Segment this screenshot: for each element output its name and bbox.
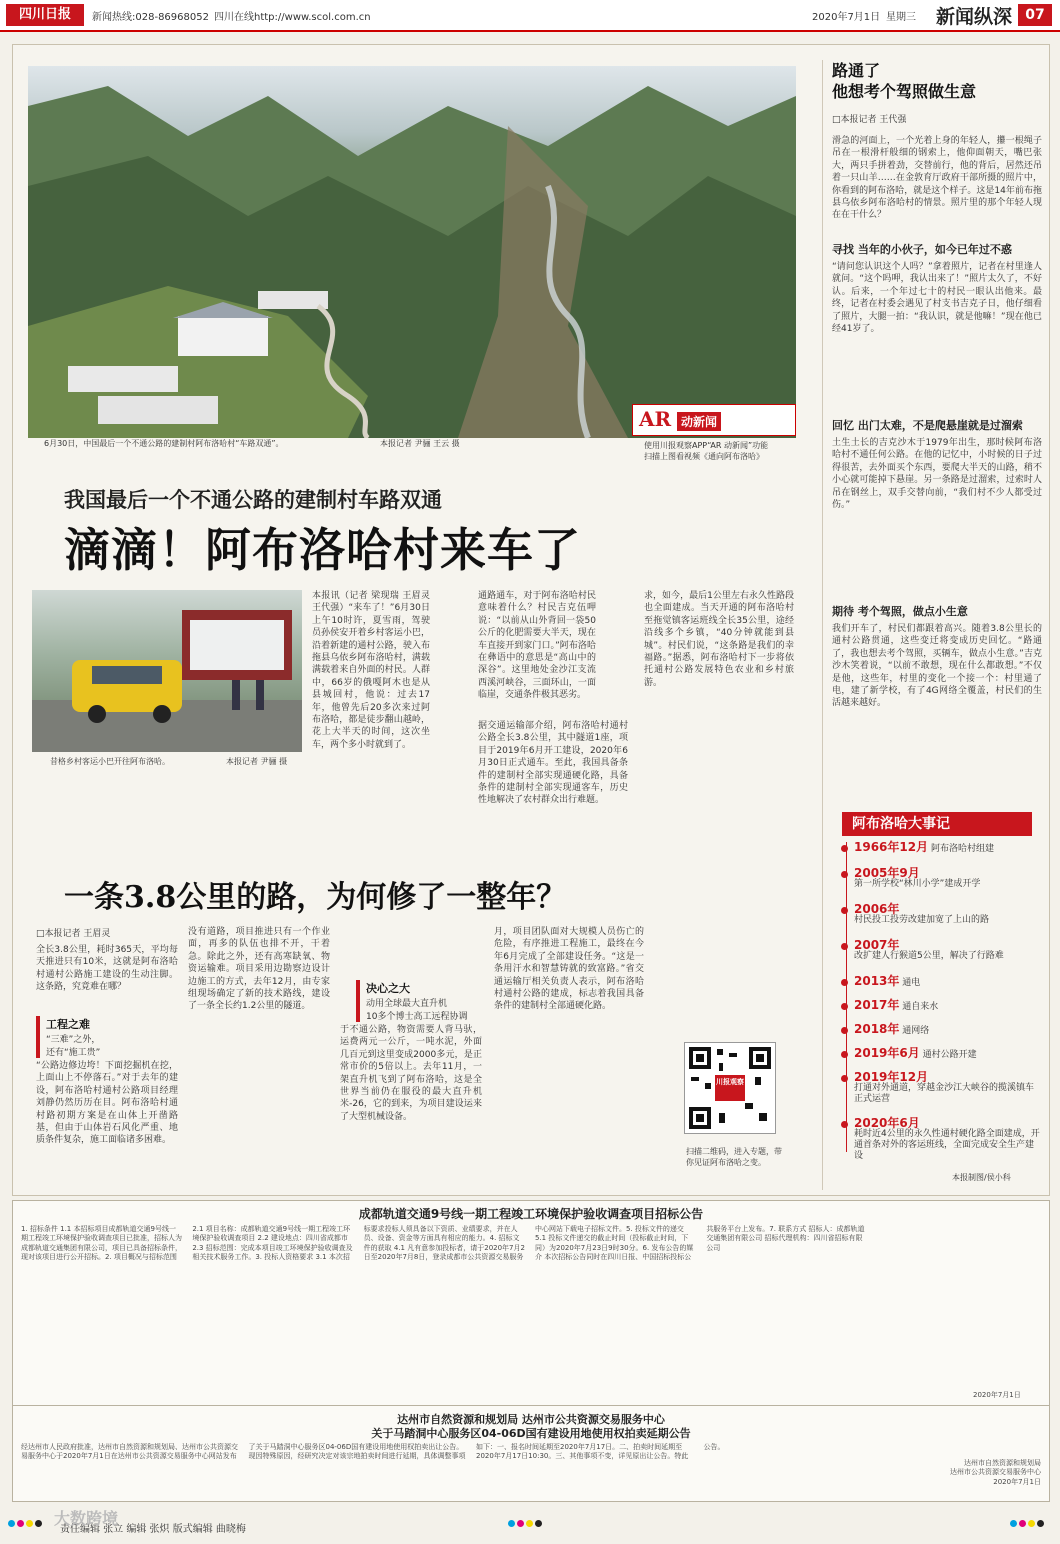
- bus-photo: [32, 590, 302, 752]
- sidebar-story: [832, 60, 1042, 773]
- ar-news-badge[interactable]: [632, 404, 796, 436]
- sidebar-sub1: 寻找 当年的小伙子，如今已年过不惑: [832, 243, 1012, 256]
- notice2-title1: 达州市自然资源和规划局 达州市公共资源交易服务中心: [397, 1413, 665, 1426]
- main-photo-caption: 6月30日，中国最后一个不通公路的建制村阿布洛哈村“车路双通”。: [44, 439, 284, 448]
- timeline-item: 2006年 村民投工投劳改建加宽了上山的路: [842, 904, 1042, 926]
- page-number: 07: [1018, 4, 1052, 26]
- box1-title: 工程之难: [46, 1018, 90, 1031]
- page-header: [0, 0, 1060, 32]
- article2-col2: 没有道路，项目推进只有一个作业面，再多的队伍也排不开，干着急。除此之外，还有高寒缺氧、物资运输难。项目采用边勘察边设计边施工的方式，去年12月，由专家组现场确定了新的技术路线，建设了一条全长约1.2公里的隧道。: [188, 927, 330, 1012]
- article-subtitle: 我国最后一个不通公路的建制村车路双通: [64, 488, 442, 512]
- sidebar-p1: 滑急的河面上，一个光着上身的年轻人，攥一根绳子吊在一根滑杆般细的钢索上，他仰面朝天，嘴巴张大，两只手拼着劲，交替前行，他的背后，居然还吊着一只山羊……在金敦育厅政府干部所摄的照片中，你看到的阿布洛哈，就是这个样子。这是14年前布拖县乌依乡阿布洛哈村的情景。照片里的那个年轻人现在在干什么？: [832, 136, 1042, 221]
- notice1-date: 2020年7月1日: [973, 1391, 1021, 1399]
- color-registration-dots: [8, 1512, 44, 1531]
- newspaper-logo: 四川日报: [6, 4, 84, 26]
- timeline-item: 2005年9月 第一所学校“林川小学”建成开学: [842, 868, 1042, 890]
- article2-col4: 月，项目团队面对大规模人员伤亡的危险，有序推进工程施工，最终在今年6月完成了全部建设任务。“这是一条用汗水和智慧铸就的致富路。”省交通运输厅相关负责人表示，阿布洛哈村通村公路的建成，标志着我国具备条件的建制村全部通硬化路。: [494, 927, 644, 1012]
- article2-col1: “公路边修边垮！下面挖掘机在挖，上面山上不停落石。”对于去年的建设，阿布洛哈村通村公路项目经理刘静仍然历历在目。阿布洛哈村通村路初期方案是在山体上开凿路基，但由于山体岩石风化严重、地质条件复杂，施工面临诸多困难。: [36, 1061, 178, 1146]
- timeline-box: [842, 812, 1048, 1190]
- notice-area: [12, 1200, 1050, 1502]
- timeline-item: 2019年12月 打通对外通道，穿越金沙江大峡谷的揽溪镇车正式运营: [842, 1072, 1042, 1105]
- notice1-body: 1. 招标条件 1.1 本招标项目成都轨道交通9号线一期工程竣工环境保护验收调查项目已批准，招标人为成都轨道交通集团有限公司，项目已具备招标条件，现对该项目进行公开招标。2. 项目概况与招标范围 2.1 项目名称：成都轨道交通9号线一期工程竣工环境保护验收调查项目 2.2 建设地点：四川省成都市 2.3 招标范围：完成本项目竣工环境保护验收调查及相关技术服务工作。3. 投标人资格要求 3.1 本次招标要求投标人须具备以下资质、业绩要求，并在人员、设备、资金等方面具有相应的能力。4. 招标文件的获取 4.1 凡有意参加投标者，请于2020年7月2日至2020年7月8日，登录成都市公共资源交易服务中心网站下载电子招标文件。5. 投标文件的递交 5.1 投标文件递交的截止时间（投标截止时间，下同）为2020年7月23日9时30分。6. 发布公告的媒介 本次招标公告同时在四川日报、中国招标投标公共服务平台上发布。7. 联系方式 招标人：成都轨道交通集团有限公司 招标代理机构：四川省招标有限公司: [21, 1225, 865, 1262]
- ar-tag: 动新闻: [677, 412, 721, 431]
- main-photo-credit: 本报记者 尹骊 王云 摄: [380, 439, 460, 448]
- box1-line2: 还有“施工贵”: [46, 1048, 101, 1058]
- notice-divider: [13, 1405, 1049, 1406]
- notice2-signers: 达州市自然资源和规划局 达州市公共资源交易服务中心 2020年7月1日: [950, 1459, 1041, 1486]
- article-headline: 滴滴！阿布洛哈村来车了: [64, 523, 581, 577]
- bus-photo-credit: 本报记者 尹骊 摄: [226, 757, 288, 766]
- box2-line2: 10多个博士高工远程协调: [366, 1012, 468, 1022]
- page-footer: [0, 1502, 1060, 1544]
- article2-byline: □本报记者 王眉灵: [36, 929, 111, 939]
- sidebar-title-1: 路通了: [832, 61, 881, 80]
- qr-pattern-icon: [685, 1043, 775, 1133]
- sidebar-p3: 土生土长的吉克沙木于1979年出生，那时候阿布洛哈村不通任何公路。在他的记忆中，小时候的日子过得很苦，去外面买个东西，要爬大半天的山路，稍不小心就可能掉下悬崖。另一条路是过溜索，过索时人吊在钢丝上，双手交替向前，“我们村不少人都受过伤。”: [832, 438, 1042, 511]
- sidebar-title-2: 他想考个驾照做生意: [832, 82, 977, 101]
- timeline-item: 2019年6月 通村公路开建: [842, 1048, 1042, 1061]
- article2-headline: 一条3.8公里的路，为何修了一整年？: [64, 880, 567, 915]
- article2-col3: 于不通公路，物资需要人背马驮，运费两元一公斤，一吨水泥，外面几百元到这里变成2000多元，是正常市价的5倍以上。去年11月，一架直升机飞到了阿布洛哈，这是全世界当前仍在服役的最大直升机米-26，它的到来，为项目建设运来了大型机械设备。: [340, 1025, 482, 1122]
- weekday-text: 星期三: [886, 12, 916, 23]
- website-text[interactable]: 四川在线http://www.scol.com.cn: [214, 12, 371, 23]
- sidebar-p2: “请问您认识这个人吗？”拿着照片，记者在村里逢人就问。“这个吗呷，我认出来了！”照片太久了，不好认。后来，一个年过七十的村民一眼认出他来。最终，记者在村委会遇见了村支书吉克子日，他仔细看了照片，大腿一拍：“我认识，就是他嘛！”现在他已经41岁了。: [832, 262, 1042, 335]
- sidebar-sub3: 期待 考个驾照，做点小生意: [832, 605, 968, 618]
- article1-col3: 据交通运输部介绍，阿布洛哈村通村公路全长3.8公里，其中隧道1座，项目于2019年6月开工建设，2020年6月30日正式通车。至此，我国具备条件的建制村全部实现通硬化路，具备条件的建制村全部实现通客车，历史性地解决了农村群众出行难题。: [478, 721, 628, 806]
- timeline-item: 1966年12月 阿布洛哈村组建: [842, 842, 1042, 855]
- canyon-illustration: [28, 66, 796, 438]
- sidebar-divider: [822, 60, 823, 1190]
- timeline-item: 2013年 通电: [842, 976, 1042, 989]
- notice2-title2: 关于马踏洞中心服务区04-06D国有建设用地使用权拍卖延期公告: [371, 1427, 691, 1440]
- qr-label: 川报观察: [716, 1078, 744, 1086]
- timeline-item: 2020年6月 耗时近4公里的永久性通村硬化路全面建成，开通首条对外的客运班线，全面完成安全生产建设: [842, 1118, 1042, 1162]
- ar-note-line1: 使用川报观察APP“AR 动新闻”功能: [644, 441, 769, 450]
- sidebar-byline: □本报记者 王代强: [832, 115, 907, 125]
- section-title: 新闻纵深: [935, 6, 1012, 28]
- sidebar-sub2: 回忆 出门太难，不是爬悬崖就是过溜索: [832, 419, 1023, 432]
- article1-col4: 求，如今，最后1公里左右永久性路段也全面建成。当天开通的阿布洛哈村至拖觉镇客运班线全长35公里，途经沿线多个乡镇，“40分钟就能到县城”。村民们说，“这条路是我们的幸福路。”据悉，阿布洛哈村下一步将依托通村公路发展特色农业和乡村旅游。: [644, 591, 794, 688]
- box2-title: 决心之大: [366, 982, 410, 995]
- timeline-credit: 本报制图/侯小科: [952, 1173, 1011, 1182]
- timeline-title: 阿布洛哈大事记: [842, 812, 1032, 836]
- timeline-item: 2018年 通网络: [842, 1024, 1042, 1037]
- sidebar-p4: 我们开车了，村民们都跟着高兴。随着3.8公里长的通村公路贯通，这些变迁将变成历史回忆。“路通了，我也想去考个驾照，买辆车，做点小生意。”吉克沙木笑着说，“以前不敢想，现在什么都敢想。”不仅是他，这些年，村里的变化一个接一个：村里通了电，建了新学校，有了4G网络全覆盖，村民们的生活越来越好。: [832, 624, 1042, 709]
- ar-note-line2: 扫描上图看视频《通向阿布洛哈》: [644, 452, 764, 461]
- hotline-text: 新闻热线:028-86968052: [92, 12, 209, 23]
- bus-photo-caption: 昔格乡村客运小巴开往阿布洛哈。: [50, 757, 170, 766]
- bus-illustration: [32, 590, 302, 752]
- date-text: 2020年7月1日: [812, 12, 881, 23]
- timeline-item: 2007年 改扩建人行猴道5公里，解决了行路难: [842, 940, 1042, 962]
- footer-editors: 责任编辑 张立 编辑 张炽 版式编辑 曲晓梅: [60, 1524, 246, 1535]
- main-photo: [28, 66, 796, 438]
- article2-box1: [36, 1016, 176, 1058]
- article1-col1: 本报讯（记者 梁现瑞 王眉灵 王代强）“来车了！”6月30日上午10时许，夏雪雨，驾驶员孙侯安开着乡村客运小巴，沿着新建的通村公路，驶入布拖县乌依乡阿布洛哈村，满载满载着来自外面的村民。人群中，66岁的俄嘎阿木也是从县城回村，他说：过去17年，他曾先后20多次来过阿布洛哈，都是徒步翻山越岭，花上大半天的时间，这次坐车，两个多小时就到了。: [312, 591, 430, 750]
- article2-lead: 全长3.8公里，耗时365天，平均每天推进只有10米，这就是阿布洛哈村通村公路施工建设的生动注脚。这条路，究竟难在哪？: [36, 945, 178, 993]
- box2-line1: 动用全球最大直升机: [366, 999, 448, 1009]
- color-registration-dots: [508, 1512, 544, 1531]
- box1-line1: “三难”之外，: [46, 1035, 101, 1045]
- color-registration-dots: [1010, 1512, 1046, 1531]
- timeline-item: 2017年 通自来水: [842, 1000, 1042, 1013]
- watermark-text: 大数跨境: [54, 1509, 119, 1528]
- notice2-body: 经达州市人民政府批准，达州市自然资源和规划局、达州市公共资源交易服务中心于2020年7月1日在达州市公共资源交易服务中心网站发布了关于马踏洞中心服务区04-06D国有建设用地使用权拍卖出让公告。现因特殊原因，经研究决定对该宗地拍卖时间进行延期，具体调整事项如下：一、报名时间延期至2020年7月17日。二、拍卖时间延期至2020年7月17日10:30。三、其他事项不变，详见原出让公告。特此公告。: [21, 1443, 725, 1461]
- notice1-title: 成都轨道交通9号线一期工程竣工环境保护验收调查项目招标公告: [358, 1207, 704, 1221]
- ar-label: AR: [639, 407, 672, 431]
- ar-note: [644, 440, 794, 462]
- qr-code[interactable]: [684, 1042, 776, 1134]
- qr-caption: 扫描二维码，进入专题，带你见证阿布洛哈之变。: [686, 1147, 782, 1167]
- article2-box2: [356, 980, 492, 1022]
- article1-col2: 通路通车，对于阿布洛哈村民意味着什么？村民吉克伍呷说：“以前从山外背回一袋50公斤的化肥需要大半天，现在车直接开到家门口。”阿布洛哈在彝语中的意思是“高山中的深谷”。这里地处金沙江支流西溪河峡谷，三面环山，一面临崖，交通条件极其恶劣。: [478, 591, 596, 701]
- article2-col3a: [340, 926, 482, 976]
